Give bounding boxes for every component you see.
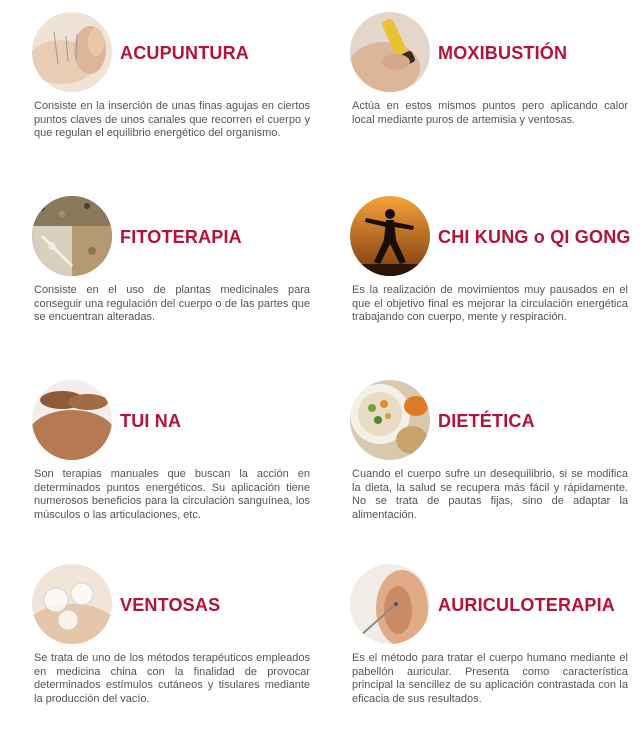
therapy-description: Consiste en la inserción de unas finas agujas en ciertos puntos claves de unos canales que recorren el cuerpo y que regulan el equilibrio energético del organismo. xyxy=(34,100,310,139)
therapy-description: Consiste en el uso de plantas medicinales para conseguir una regulación del cuerpo o de las partes que se encuentran alteradas. xyxy=(34,284,310,323)
therapy-title: MOXIBUSTIÓN xyxy=(438,43,568,63)
therapy-title: FITOTERAPIA xyxy=(120,227,242,247)
therapy-title: DIETÉTICA xyxy=(438,411,535,431)
acupuncture-image xyxy=(32,12,112,92)
massage-image xyxy=(32,380,112,460)
therapy-description: Se trata de uno de los métodos terapéuticos empleados en medicina china con la finalidad de provocar determinados estímulos cutáneos y tisulares mediante la producción del vacío. xyxy=(34,652,310,705)
moxibustion-image xyxy=(350,12,430,92)
therapy-title: ACUPUNTURA xyxy=(120,43,249,63)
therapy-description: Es el método para tratar el cuerpo humano mediante el pabellón auricular. Presenta como característica principal la sencillez de su aplicación contrastada con la eficacia de sus resultados. xyxy=(352,652,628,705)
therapy-title: AURICULOTERAPIA xyxy=(438,595,615,615)
qigong-image xyxy=(350,196,430,276)
therapy-title: VENTOSAS xyxy=(120,595,221,615)
therapy-description: Son terapias manuales que buscan la acción en determinados puntos energéticos. Su aplicación tiene numerosos beneficios para la circulación sanguínea, los músculos o las articulaciones, etc. xyxy=(34,468,310,521)
herbs-image xyxy=(32,196,112,276)
cupping-image xyxy=(32,564,112,644)
therapy-title: TUI NA xyxy=(120,411,182,431)
ear-image xyxy=(350,564,430,644)
therapy-title: CHI KUNG o QI GONG xyxy=(438,227,631,247)
food-image xyxy=(350,380,430,460)
therapy-description: Actúa en estos mismos puntos pero aplicando calor local mediante puros de artemisia y ventosas. xyxy=(352,100,628,126)
therapy-description: Es la realización de movimientos muy pausados en el que el objetivo final es mejorar la circulación energética trabajando con cuerpo, mente y respiración. xyxy=(352,284,628,323)
therapy-description: Cuando el cuerpo sufre un desequilibrio, si se modifica la dieta, la salud se recupera más fácil y rápidamente. No se trata de pautas fijas, sino de adaptar la alimentación. xyxy=(352,468,628,521)
